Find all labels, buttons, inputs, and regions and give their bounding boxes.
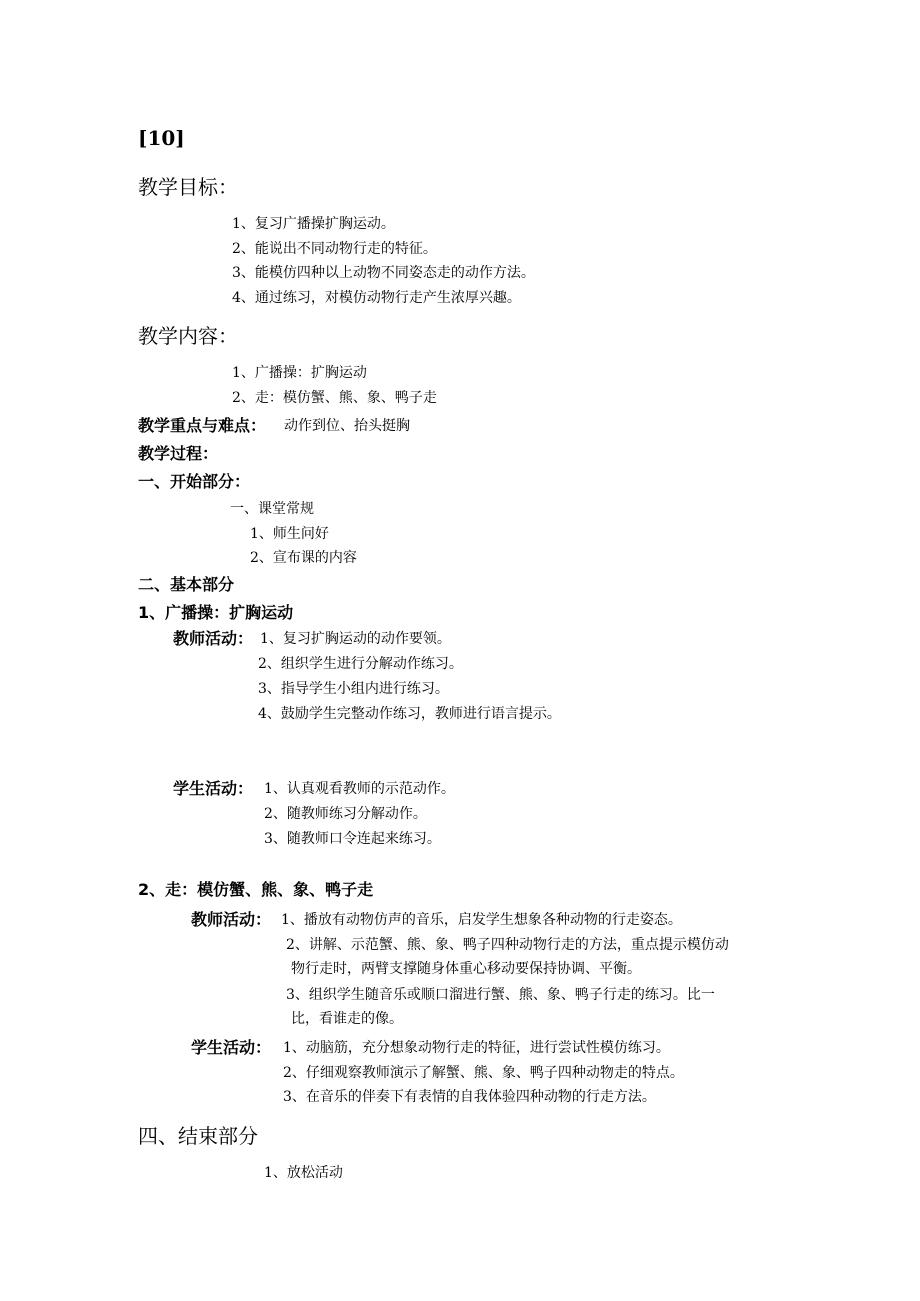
sec2-teacher-line: 1、播放有动物仿声的音乐，启发学生想象各种动物的行走姿态。 [281, 912, 682, 928]
sec1-student-label: 学生活动： [173, 779, 254, 798]
sec2-title: 2、走：模仿蟹、熊、象、鸭子走 [138, 880, 374, 899]
sec1-teacher-item: 1、复习扩胸运动的动作要领。 [260, 631, 451, 647]
sec1-title: 1、广播操：扩胸运动 [138, 603, 294, 622]
sec1-teacher-label: 教师活动： [173, 629, 254, 648]
objectives-heading: 教学目标： [138, 175, 238, 199]
sec1-teacher-item: 3、指导学生小组内进行练习。 [258, 681, 449, 697]
content-heading: 教学内容： [138, 324, 238, 348]
sec2-teacher-line: 2、讲解、示范蟹、熊、象、鸭子四种动物行走的方法，重点提示模仿动 [286, 937, 729, 953]
content-item: 2、走：模仿蟹、熊、象、鸭子走 [232, 390, 437, 406]
key-points-value: 动作到位、抬头挺胸 [284, 418, 410, 434]
doc-number: [10] [138, 126, 185, 150]
part4-heading: 四、结束部分 [138, 1124, 258, 1148]
sec1-teacher-item: 4、鼓励学生完整动作练习，教师进行语言提示。 [258, 706, 561, 722]
sec2-student-label: 学生活动： [191, 1038, 272, 1057]
sec2-teacher-line: 物行走时，两臂支撑随身体重心移动要保持协调、平衡。 [291, 961, 641, 977]
sec1-student-item: 2、随教师练习分解动作。 [264, 806, 427, 822]
objective-item: 4、通过练习，对模仿动物行走产生浓厚兴趣。 [232, 290, 521, 306]
sec1-student-item: 3、随教师口令连起来练习。 [264, 831, 441, 847]
part2-heading: 二、基本部分 [138, 575, 235, 594]
objective-item: 1、复习广播操扩胸运动。 [232, 216, 395, 232]
sec1-teacher-item: 2、组织学生进行分解动作练习。 [258, 656, 463, 672]
part1-item: 2、宣布课的内容 [250, 550, 357, 566]
part4-item: 1、放松活动 [264, 1165, 343, 1181]
objective-item: 3、能模仿四种以上动物不同姿态走的动作方法。 [232, 265, 535, 281]
part1-heading: 一、开始部分： [138, 472, 251, 491]
part1-item: 1、师生问好 [250, 526, 329, 542]
process-heading: 教学过程： [138, 444, 219, 463]
content-item: 1、广播操：扩胸运动 [232, 365, 367, 381]
sec2-teacher-label: 教师活动： [191, 910, 272, 929]
sec2-student-item: 3、在音乐的伴奏下有表情的自我体验四种动物的行走方法。 [283, 1089, 656, 1105]
sec2-teacher-line: 比，看谁走的像。 [291, 1011, 403, 1027]
sec2-student-item: 2、仔细观察教师演示了解蟹、熊、象、鸭子四种动物走的特点。 [283, 1065, 684, 1081]
sec2-teacher-line: 3、组织学生随音乐或顺口溜进行蟹、熊、象、鸭子行走的练习。比一 [286, 987, 715, 1003]
part1-sub: 一、课堂常规 [230, 501, 314, 517]
sec2-student-item: 1、动脑筋，充分想象动物行走的特征，进行尝试性模仿练习。 [283, 1040, 670, 1056]
objective-item: 2、能说出不同动物行走的特征。 [232, 241, 437, 257]
key-points-label: 教学重点与难点： [138, 416, 267, 435]
sec1-student-item: 1、认真观看教师的示范动作。 [264, 781, 455, 797]
